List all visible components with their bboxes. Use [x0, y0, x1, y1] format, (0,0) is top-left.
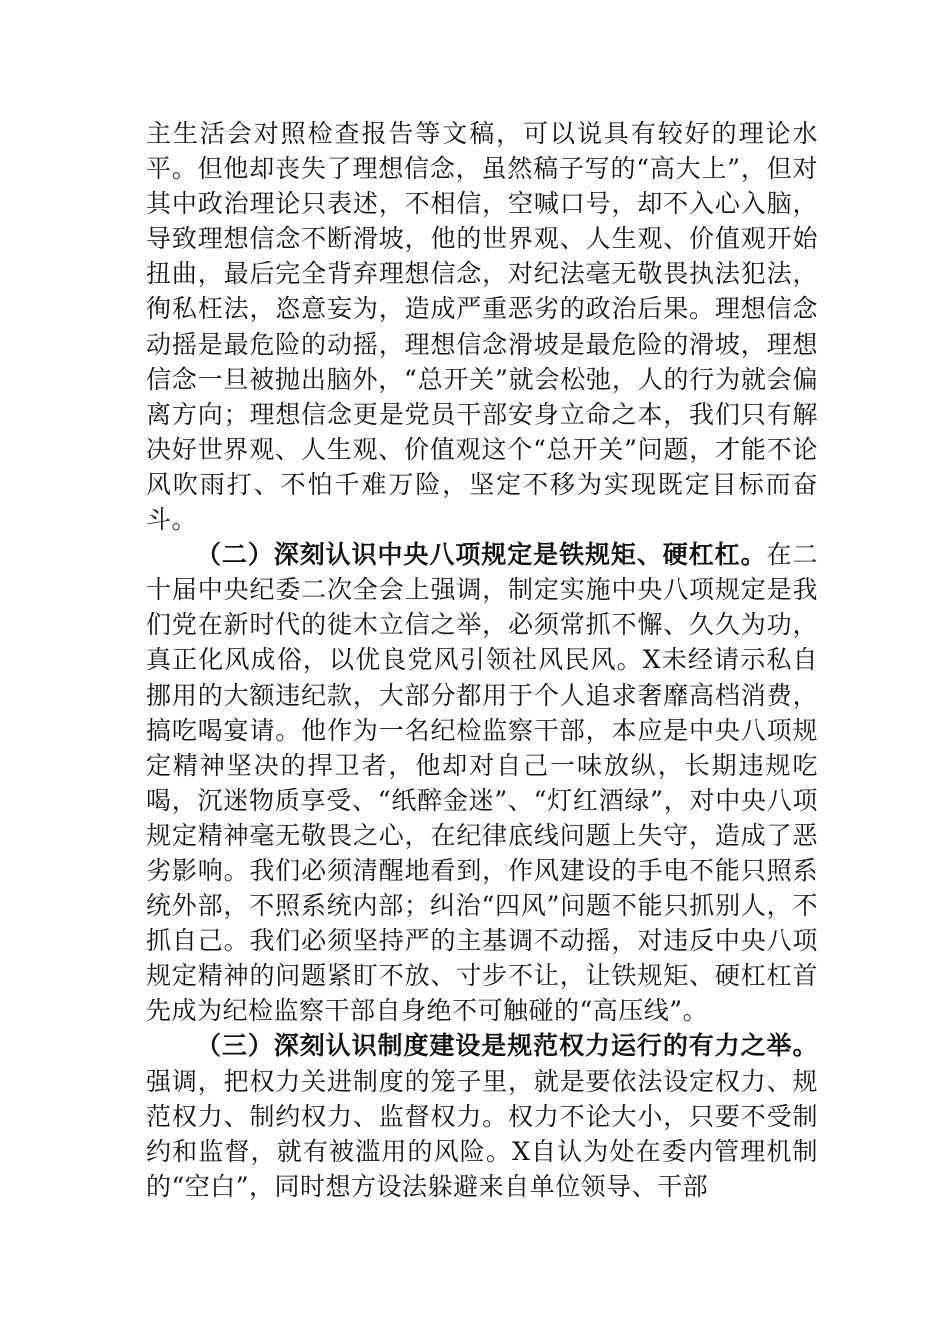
paragraph-1 — [146, 116, 818, 537]
paragraph-2-heading: （二）深刻认识中央八项规定是铁规矩、硬杠杠。 — [196, 540, 767, 570]
paragraph-2 — [146, 537, 818, 1028]
paragraph-1-text: 主生活会对照检查报告等文稿，可以说具有较好的理论水平。但他却丧失了理想信念，虽然稿子写的“高大上”，但对其中政治理论只表述，不相信，空喊口号，却不入心入脑，导致理想信念不断滑坡，他的世界观、人生观、价值观开始扭曲，最后完全背弃理想信念，对纪法毫无敬畏执法犯法，徇私枉法，恣意妄为，造成严重恶劣的政治后果。理想信念动摇是最危险的动摇，理想信念滑坡是最危险的滑坡，理想信念一旦被抛出脑外，“总开关”就会松弛，人的行为就会偏离方向；理想信念更是党员干部安身立命之本，我们只有解决好世界观、人生观、价值观这个“总开关”问题，才能不论风吹雨打、不怕千难万险，坚定不移为实现既定目标而奋斗。 — [146, 119, 818, 535]
paragraph-3-text: 强调，把权力关进制度的笼子里，就是要依法设定权力、规范权力、制约权力、监督权力。权力不论大小，只要不受制约和监督，就有被滥用的风险。X自认为处在委内管理机制的“空白”，同时想方设法躲避来自单位领导、干部 — [146, 1066, 818, 1201]
paragraph-3 — [146, 1028, 818, 1203]
paragraph-3-heading: （三）深刻认识制度建设是规范权力运行的有力之举。 — [196, 1031, 818, 1061]
paragraph-2-text: 在二十届中央纪委二次全会上强调，制定实施中央八项规定是我们党在新时代的徙木立信之举，必须常抓不懈、久久为功，真正化风成俗，以优良党风引领社风民风。X未经请示私自挪用的大额违纪款，大部分都用于个人追求奢靡高档消费，搞吃喝宴请。他作为一名纪检监察干部，本应是中央八项规定精神坚决的捍卫者，他却对自己一味放纵，长期违规吃喝，沉迷物质享受、“纸醉金迷”、“灯红酒绿”，对中央八项规定精神毫无敬畏之心，在纪律底线问题上失守，造成了恶劣影响。我们必须清醒地看到，作风建设的手电不能只照系统外部，不照系统内部；纠治“四风”问题不能只抓别人，不抓自己。我们必须坚持严的主基调不动摇，对违反中央八项规定精神的问题紧盯不放、寸步不让，让铁规矩、硬杠杠首先成为纪检监察干部自身绝不可触碰的“高压线”。 — [146, 540, 818, 1026]
document-page — [146, 116, 818, 1204]
